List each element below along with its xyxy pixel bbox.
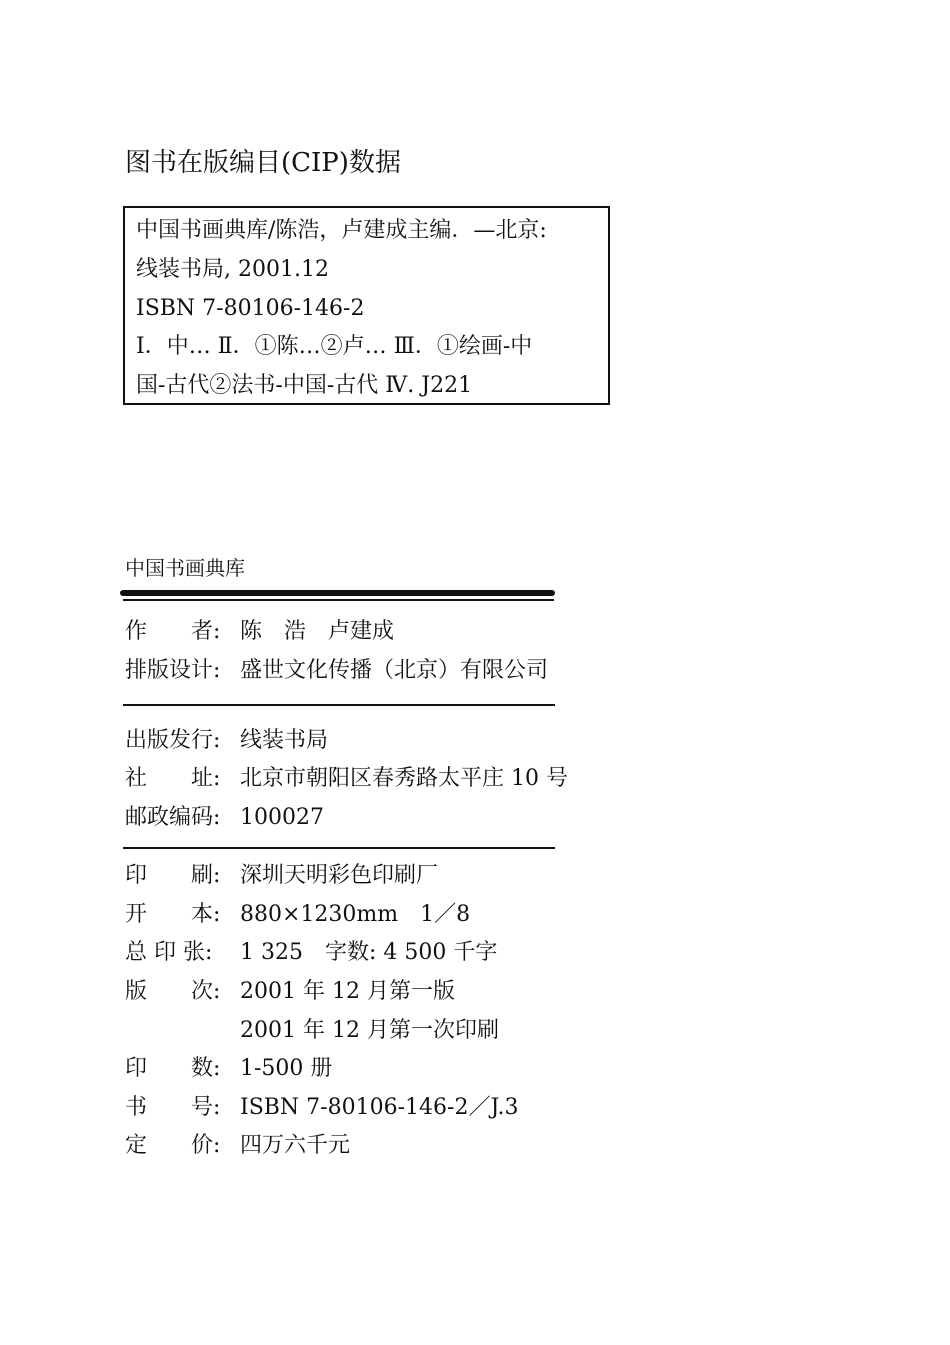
colophon-row-printing: 2001 年 12 月第一次印刷 (240, 1018, 499, 1043)
colophon-row-price (125, 1135, 350, 1157)
colophon-row-sheets (125, 942, 497, 964)
colophon-row-printer (125, 865, 438, 887)
row-value: 陈 浩 卢建成 (240, 619, 395, 644)
colophon-row-publisher (125, 730, 328, 752)
section-divider (123, 847, 555, 849)
row-value: 线装书局 (240, 728, 329, 753)
row-label: 定 价: (125, 1133, 221, 1158)
row-value: 1-500 册 (240, 1056, 333, 1081)
row-value: 四万六千元 (240, 1133, 351, 1158)
row-value: 2001 年 12 月第一版 (240, 979, 455, 1004)
cip-line-isbn: ISBN 7-80106-146-2 (136, 296, 365, 321)
row-label: 印 刷: (125, 863, 221, 888)
row-value: 100027 (240, 805, 324, 830)
row-value: ISBN 7-80106-146-2／J.3 (240, 1095, 519, 1120)
cip-line-subjects: Ⅰ．中… Ⅱ．①陈…②卢… Ⅲ．①绘画-中 (136, 334, 533, 359)
row-value: 盛世文化传播（北京）有限公司 (240, 658, 549, 683)
colophon-row-address (125, 768, 568, 790)
row-label: 排版设计: (125, 658, 221, 683)
row-label: 版 次: (125, 979, 221, 1004)
cip-line-title: 中国书画典库/陈浩，卢建成主编．—北京: (136, 218, 547, 243)
cip-data-box (123, 206, 610, 405)
colophon-row-book-number (125, 1097, 519, 1119)
colophon-row-author (125, 621, 394, 643)
row-label: 社 址: (125, 766, 221, 791)
section-divider (123, 704, 555, 706)
row-label: 印 数: (125, 1056, 221, 1081)
colophon-row-format (125, 904, 470, 926)
series-title: 中国书画典库 (125, 556, 245, 580)
colophon-row-design (125, 660, 548, 682)
double-rule-thin (123, 599, 554, 601)
row-label: 书 号: (125, 1095, 221, 1120)
colophon-row-print-run (125, 1058, 332, 1080)
double-rule-thick (120, 590, 555, 596)
cip-line-publisher: 线装书局, 2001.12 (136, 257, 329, 282)
row-value: 1 325 字数: 4 500 千字 (240, 940, 498, 965)
colophon-row-postcode (125, 807, 324, 829)
row-value: 北京市朝阳区春秀路太平庄 10 号 (240, 766, 568, 791)
row-label: 总 印 张: (125, 940, 213, 965)
row-label: 出版发行: (125, 728, 221, 753)
cip-line-classification: 国-古代②法书-中国-古代 Ⅳ. J221 (136, 373, 473, 398)
colophon-row-edition (125, 981, 455, 1003)
row-value: 深圳天明彩色印刷厂 (240, 863, 439, 888)
cip-title: 图书在版编目(CIP)数据 (125, 148, 401, 178)
row-value: 880×1230mm 1／8 (240, 902, 471, 927)
row-label: 开 本: (125, 902, 221, 927)
row-label: 邮政编码: (125, 805, 221, 830)
row-label: 作 者: (125, 619, 221, 644)
